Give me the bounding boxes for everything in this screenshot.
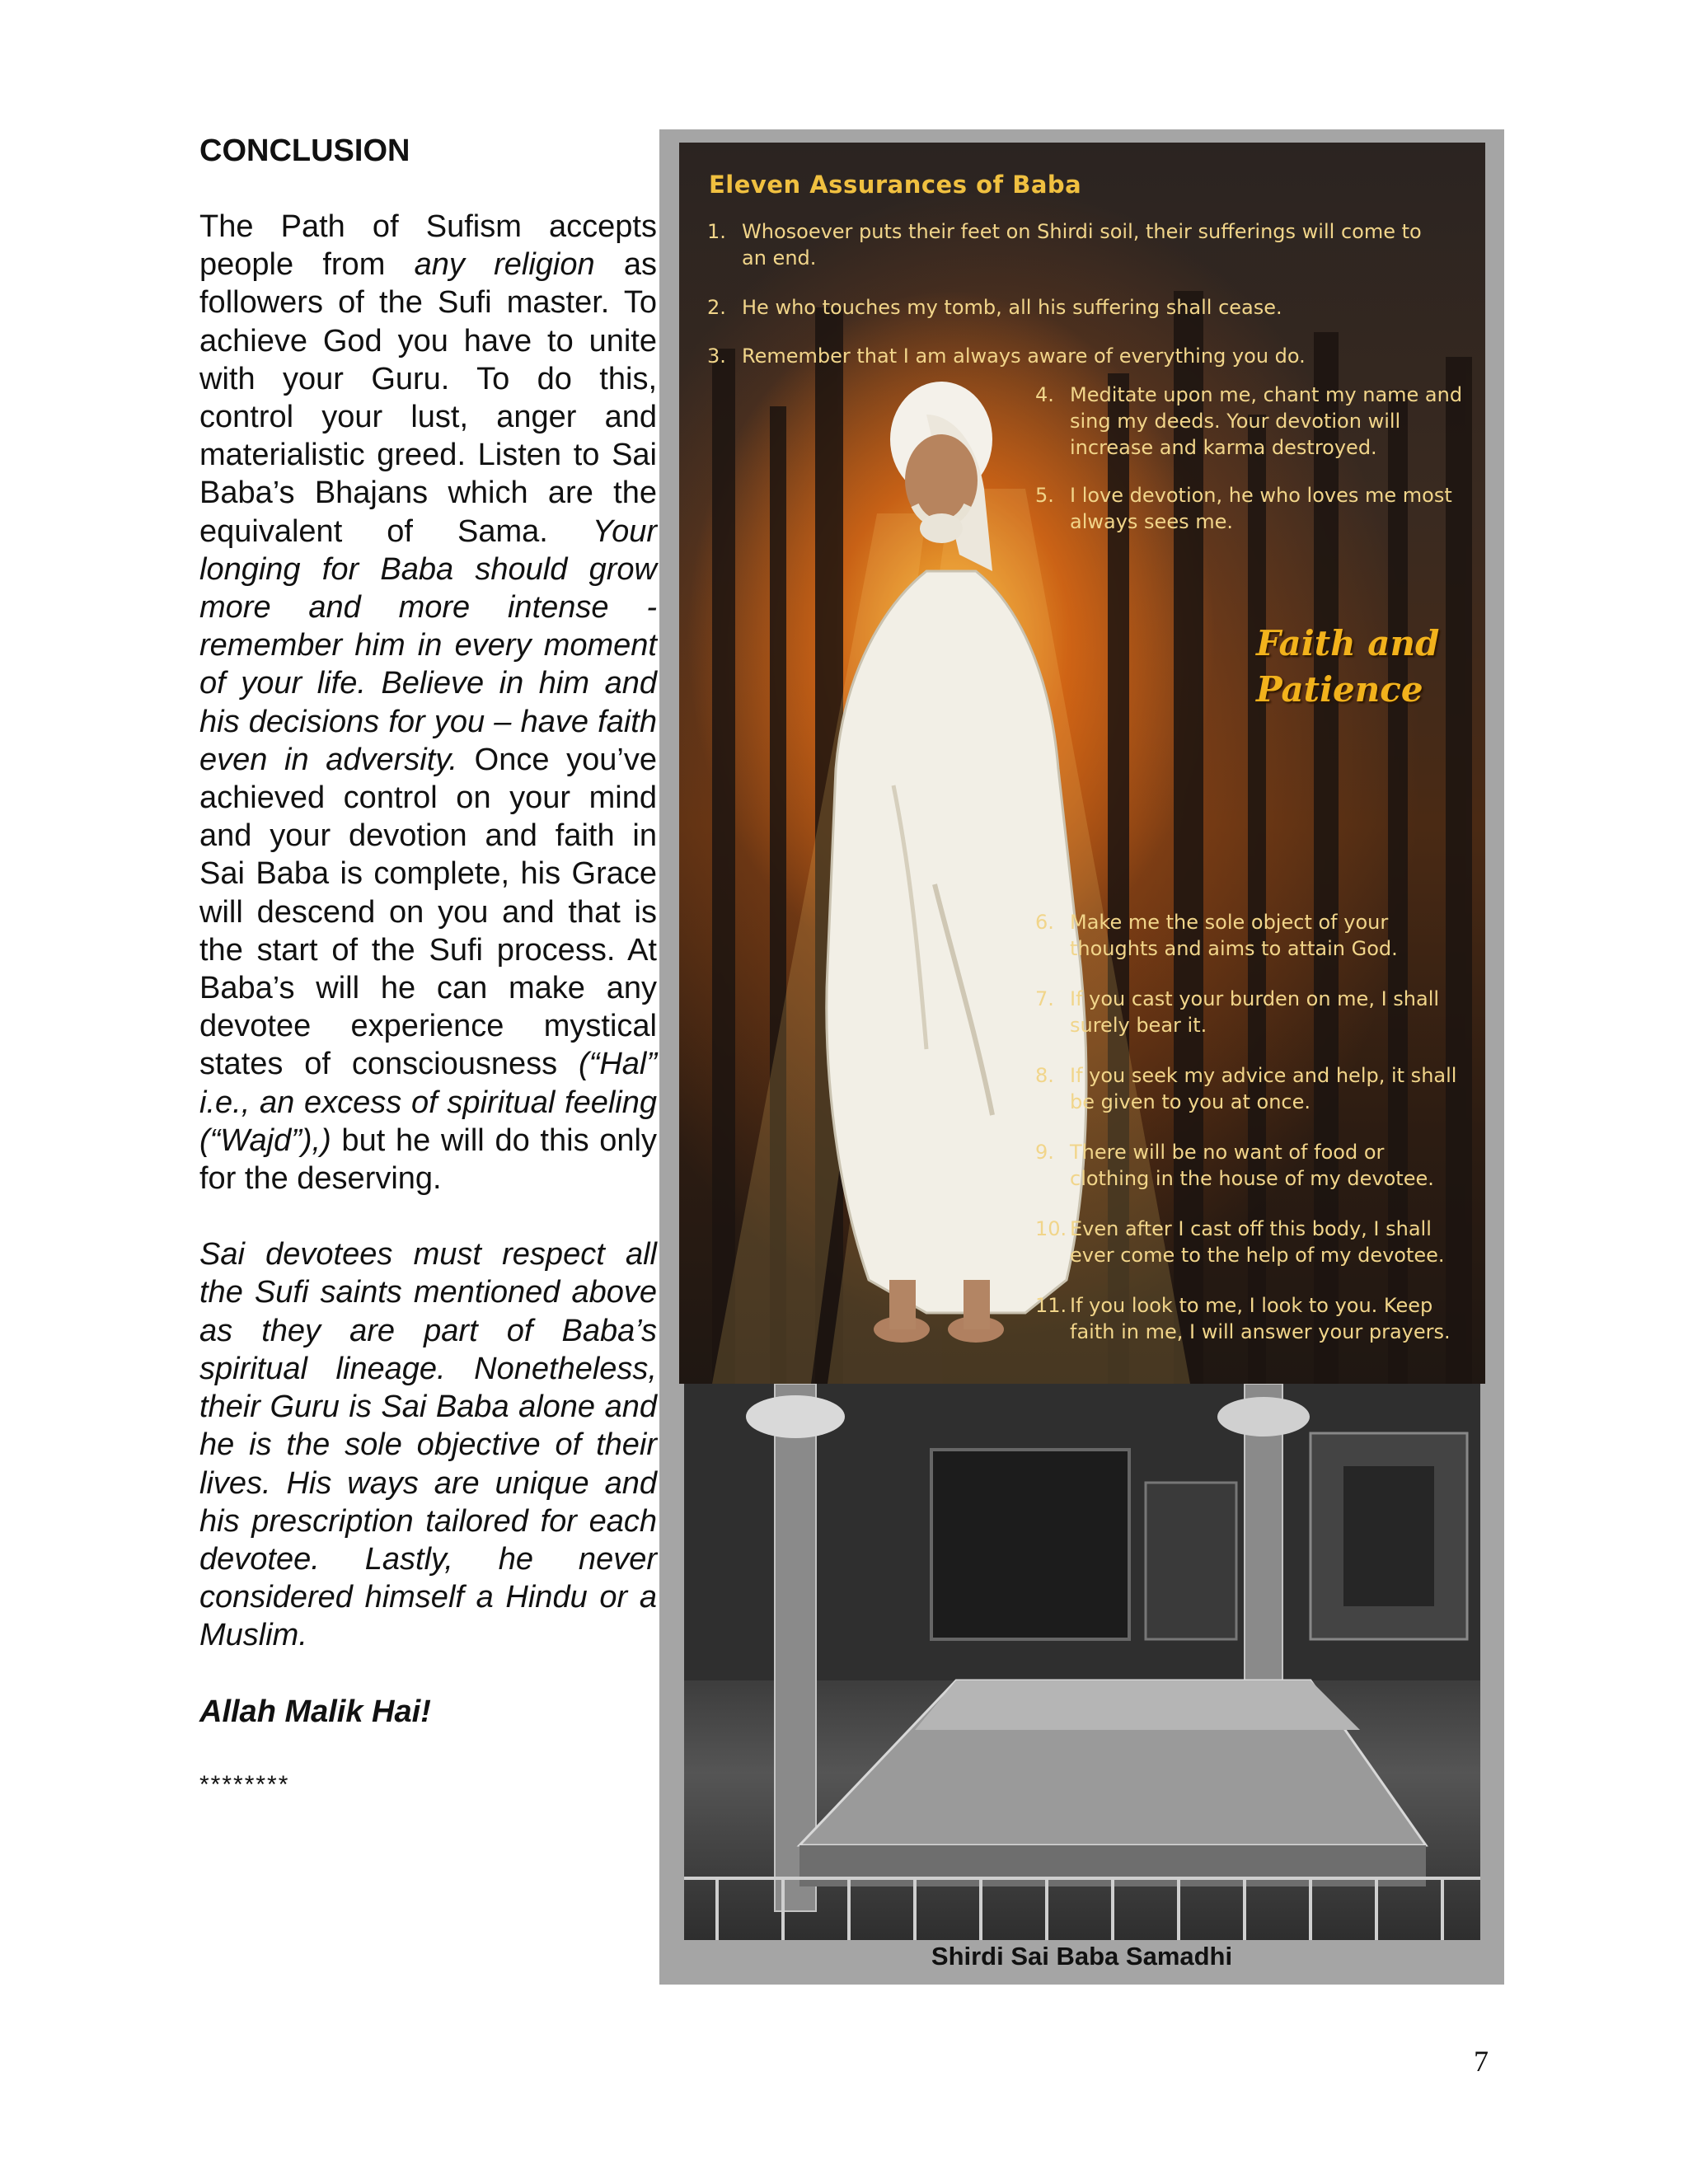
conclusion-section <box>199 132 657 1802</box>
assurance-4 <box>1035 382 1464 461</box>
assurance-5 <box>1035 482 1464 535</box>
faith-and-patience-heading <box>1256 621 1439 713</box>
para1-text-4: but he will do this only for the deserving. <box>199 1122 657 1197</box>
paragraph-sufism-path <box>199 208 657 1197</box>
faith-line-1: Faith and <box>1256 623 1440 663</box>
faith-line-2: Patience <box>1256 669 1423 710</box>
assurance-number: 10. <box>1035 1217 1067 1240</box>
assurance-text: He who touches my tomb, all his suffering shall cease. <box>742 296 1282 319</box>
assurance-6 <box>1035 909 1464 962</box>
poster-title: Eleven Assurances of Baba <box>709 171 1082 199</box>
assurance-text: Make me the sole object of your thoughts and aims to attain God. <box>1070 911 1398 960</box>
para1-emphasis-any-religion: any religion <box>414 247 595 283</box>
figure-frame <box>659 129 1504 1985</box>
assurance-number: 3. <box>707 344 726 368</box>
assurance-number: 9. <box>1035 1141 1054 1164</box>
assurance-10 <box>1035 1216 1464 1268</box>
page-number: 7 <box>1474 2045 1489 2078</box>
para1-italic-hal: (“Hal” i.e., an excess of spiritual feeling (“Wajd”),) <box>199 1047 657 1158</box>
assurance-text: Even after I cast off this body, I shall ever come to the help of my devotee. <box>1070 1217 1445 1267</box>
para1-italic-longing: Your longing for Baba should grow more and more intense - remember him in every moment of your life. Believe in him and his decisions for you – have faith even in adversity. <box>199 513 657 777</box>
assurance-text: If you seek my advice and help, it shall be given to you at once. <box>1070 1064 1457 1113</box>
assurance-number: 2. <box>707 296 726 319</box>
assurance-7 <box>1035 986 1464 1038</box>
paragraph-sai-devotees: Sai devotees must respect all the Sufi saints mentioned above as they are part of Baba’s spiritual lineage. Nonetheless, their Guru is Sai Baba alone and he is the sole objective of their lives. His ways are unique and his prescription tailored for each devotee. Lastly, he never considered himself a Hindu or a Muslim. <box>199 1237 657 1653</box>
closing-line: Allah Malik Hai! <box>199 1694 431 1729</box>
assurance-8 <box>1035 1062 1464 1115</box>
assurance-2 <box>707 294 1449 321</box>
assurance-number: 8. <box>1035 1064 1054 1087</box>
assurance-text: Meditate upon me, chant my name and sing my deeds. Your devotion will increase and karma destroyed. <box>1070 383 1463 459</box>
forest-background-illustration <box>679 143 1485 1384</box>
figure-caption: Shirdi Sai Baba Samadhi <box>931 1942 1233 1971</box>
assurance-number: 1. <box>707 220 726 243</box>
assurance-text: I love devotion, he who loves me most always sees me. <box>1070 484 1452 533</box>
assurance-text: Whosoever puts their feet on Shirdi soil, their sufferings will come to an end. <box>742 220 1422 269</box>
assurance-number: 4. <box>1035 383 1054 406</box>
assurance-text: If you cast your burden on me, I shall surely bear it. <box>1070 987 1440 1037</box>
para1-text-3: Once you’ve achieved control on your mind and your devotion and faith in Sai Baba is complete, his Grace will descend on you and that is the start of the Sufi process. At Baba’s will he can make any devotee experience mystical states of consciousness <box>199 742 657 1082</box>
assurance-text: Remember that I am always aware of everything you do. <box>742 344 1306 368</box>
samadhi-illustration <box>684 1384 1480 1940</box>
assurance-text: If you look to me, I look to you. Keep faith in me, I will answer your prayers. <box>1070 1294 1451 1343</box>
samadhi-photo <box>684 1384 1480 1940</box>
assurance-number: 7. <box>1035 987 1054 1010</box>
assurance-1 <box>707 218 1449 271</box>
section-heading: CONCLUSION <box>199 134 410 168</box>
assurance-9 <box>1035 1139 1464 1192</box>
para1-text-2: as followers of the Sufi master. To achieve God you have to unite with your Guru. To do this, control your lust, anger and materialistic greed. Listen to Sai Baba’s Bhajans which are the equivalent of Sama. <box>199 247 657 549</box>
assurance-number: 11. <box>1035 1294 1067 1317</box>
eleven-assurances-poster <box>679 143 1485 1384</box>
assurance-text: There will be no want of food or clothing in the house of my devotee. <box>1070 1141 1434 1190</box>
para1-text-1: The Path of Sufism accepts people from <box>199 209 657 283</box>
assurance-number: 6. <box>1035 911 1054 934</box>
assurance-number: 5. <box>1035 484 1054 507</box>
assurance-3 <box>707 343 1449 369</box>
assurance-11 <box>1035 1292 1464 1345</box>
section-separator-stars: ******** <box>199 1770 290 1798</box>
